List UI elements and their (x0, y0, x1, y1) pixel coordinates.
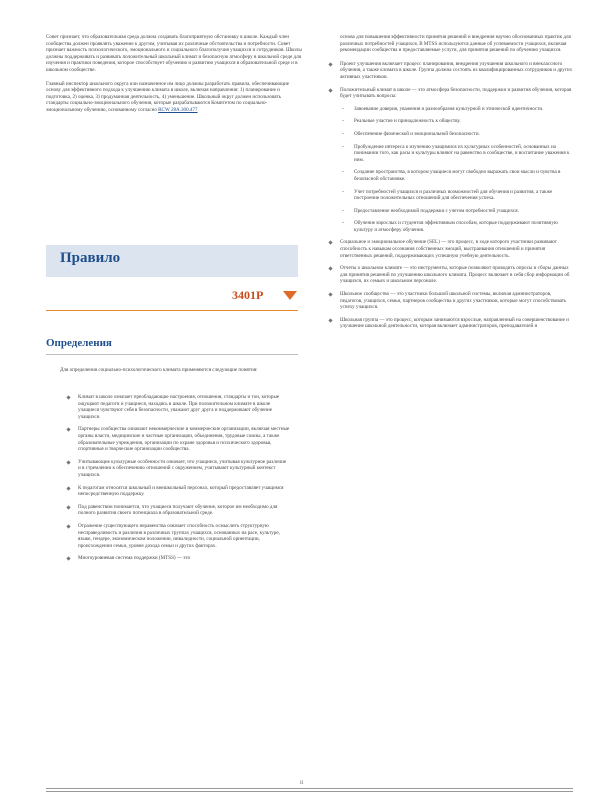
definitions-list (70, 394, 290, 568)
policy-number: 3401P (232, 288, 264, 302)
page-number: ii (300, 780, 304, 786)
list-item: Учитывающие культурные особенности означает, что учащиеся, учитывая культурное различие и в стремлении к обеспечению отношений с окружением, учитывают культурный контекст учащихся. (70, 459, 290, 479)
sub-list-item: - Завоевание доверия, уважения и разнообразия культурной и этнической идентичности. (340, 106, 573, 113)
list-item: Партнеры сообщества означают некоммерческие и коммерческие организации, включая местные органы власти, медицинские и частные организации, объединения, трудовые союзы, а также образовательные учреждения, организации по охране здоровья и психического здоровья, спортивные и творческие организации сообщества. (70, 426, 290, 452)
list-item: Положительный климат в школе — это атмосфера безопасности, поддержки и развития обучения, которая будет учитывать вопросы: (328, 87, 573, 100)
list-item: Отражение существующего неравенства означает способность осмыслить структурную несправедливость и различия в различных группах учащихся, основанных на расе, культуре, языке, гендере, экономическом положении, инвалидности, социальной ориентации, происхождении семьи, уровне дохода семьи и других факторах. (70, 523, 290, 549)
sub-list-item: - Предоставление необходимой поддержки с учетом потребностей учащихся. (340, 208, 573, 215)
triangle-down-icon (283, 291, 297, 300)
list-item: Многоуровневая система поддержки (MTSS) — это (70, 555, 290, 562)
list-item: Отчеты о школьном климате — это инструменты, которые позволяют проводить опросы и сборы данных для принятия решений по улучшению школьного климата. Процесс включает в себя сбор информации об учащихся, их семьях и школьном персонале. (328, 265, 573, 285)
list-item: Школьное сообщество — это участники большой школьной системы, включая администраторов, педагогов, учащихся, семьи, партнеров сообщества и других участников, которые могут способствовать успеху учащихся. (328, 291, 573, 311)
sub-list-item: - Реальные участие и принадлежность к обществу. (340, 118, 573, 125)
sub-list-item: - Создание пространства, в котором учащиеся могут свободно выражать свои мысли и чувства в безопасной обстановке. (340, 169, 573, 182)
definitions-intro (60, 367, 280, 374)
list-item: Под равенством понимается, что учащиеся получают обучение, которое им необходимо для полного развития своего потенциала в образовательной среде. (70, 504, 290, 517)
right-column (328, 34, 573, 336)
sub-list-item: - Пробуждение интереса к изучению учащимися их культурных особенностей, основанных на понимании того, как расы и культуры влияют на равенство в сообществе, и воспитание уважения к ним. (340, 144, 573, 164)
intro-paragraph-2 (46, 81, 302, 114)
list-item: Социальное и эмоциональное обучение (SEL) — это процесс, в ходе которого участники развивают способность к навыкам осознания собственных эмоций, выстраивания отношений и принятия ответственных решений, поддерживающих успешную учебную деятельность. (328, 239, 573, 259)
list-item: Школьная группа — это процесс, которым занимаются взрослые, направленный на совершенствование и улучшение школьной деятельности, которая включает администраторов, преподавателей и (328, 317, 573, 330)
section-divider (46, 310, 298, 311)
definitions-intro-text: Для определения социально-психологического климата применяются следующие понятия: (60, 367, 258, 373)
list-item: К педагогам относятся школьный и внешкольный персонал, который предоставляет учащимся непосредственную поддержку. (70, 485, 290, 498)
sub-list-item: - Учет потребностей учащихся и различных возможностей для обучения и развития, а также построение положительных отношений для обеспечения успеха. (340, 189, 573, 202)
definitions-heading: Определения (46, 337, 112, 349)
intro-paragraph-2-text: Главный инспектор школьного округа или назначенное им лицо должны разработать правила, обеспечивающие основу для эффективного подхода к улучшению климата в школе, включая направления: 1) планирование и подготовка, 2) оценка, 3) продуманная деятельность, 4) уменьшение. Школьный округ должен использовать стандарты социально-эмоционального обучения, которые разрабатываются Комитетом по социально-эмоциональному обучению, основанному согласно (46, 80, 289, 113)
rcw-link[interactable]: RCW 28A.300.477 (158, 106, 198, 113)
intro-column (46, 34, 302, 114)
rule-heading: Правило (60, 250, 121, 266)
list-item: Климат в школе означает преобладающие настроения, отношения, стандарты и тон, которые ощущают педагоги и учащиеся, находясь в школе. При положительном климате в школе учащиеся чувствуют себя в безопасности, уважают друг друга и поддерживают обучение учащихся. (70, 394, 290, 420)
footer-rule-bottom (46, 791, 573, 792)
sub-list-item: - Обеспечение физической и эмоциональной безопасности. (340, 131, 573, 138)
rule-heading-banner (46, 245, 298, 277)
mtss-continuation: основа для повышения эффективности принятия решений и внедрения научно обоснованных практик для различных потребностей учащихся. В MTSS используются данные об успеваемости учащихся, включая рекомендации сообщества и предоставляемые услуги, для принятия решений по обучению учащихся. (340, 34, 571, 54)
intro-paragraph-1: Совет признает, что образовательная среда должна создавать благоприятную обстановку в школе. Каждый член сообщества должен проявлять уважение к другим, учитывая их различные обстоятельства и потребности. Совет признает важность психологического, эмоционального и социального благополучия учащихся и сотрудников. Школы должны поддерживать и развивать положительный школьный климат и безопасную атмосферу в школьной среде для изучения и практики поведения, которое способствует обучению и развитию учащихся в образовательной среде и в школьном сообществе. (46, 34, 302, 73)
list-item: Проект улучшения включает процесс планирования, внедрения улучшения школьного и внеклассного обучения, а также климата в школе. Группа должна состоять из квалифицированных сотрудников и других активных участников. (328, 61, 573, 81)
footer-rule-top (46, 788, 573, 789)
sub-list-item: - Обучение взрослых и студентов эффективным способам, которые поддерживают позитивную культуру и атмосферу обучения. (340, 220, 573, 233)
definitions-divider (46, 354, 298, 355)
